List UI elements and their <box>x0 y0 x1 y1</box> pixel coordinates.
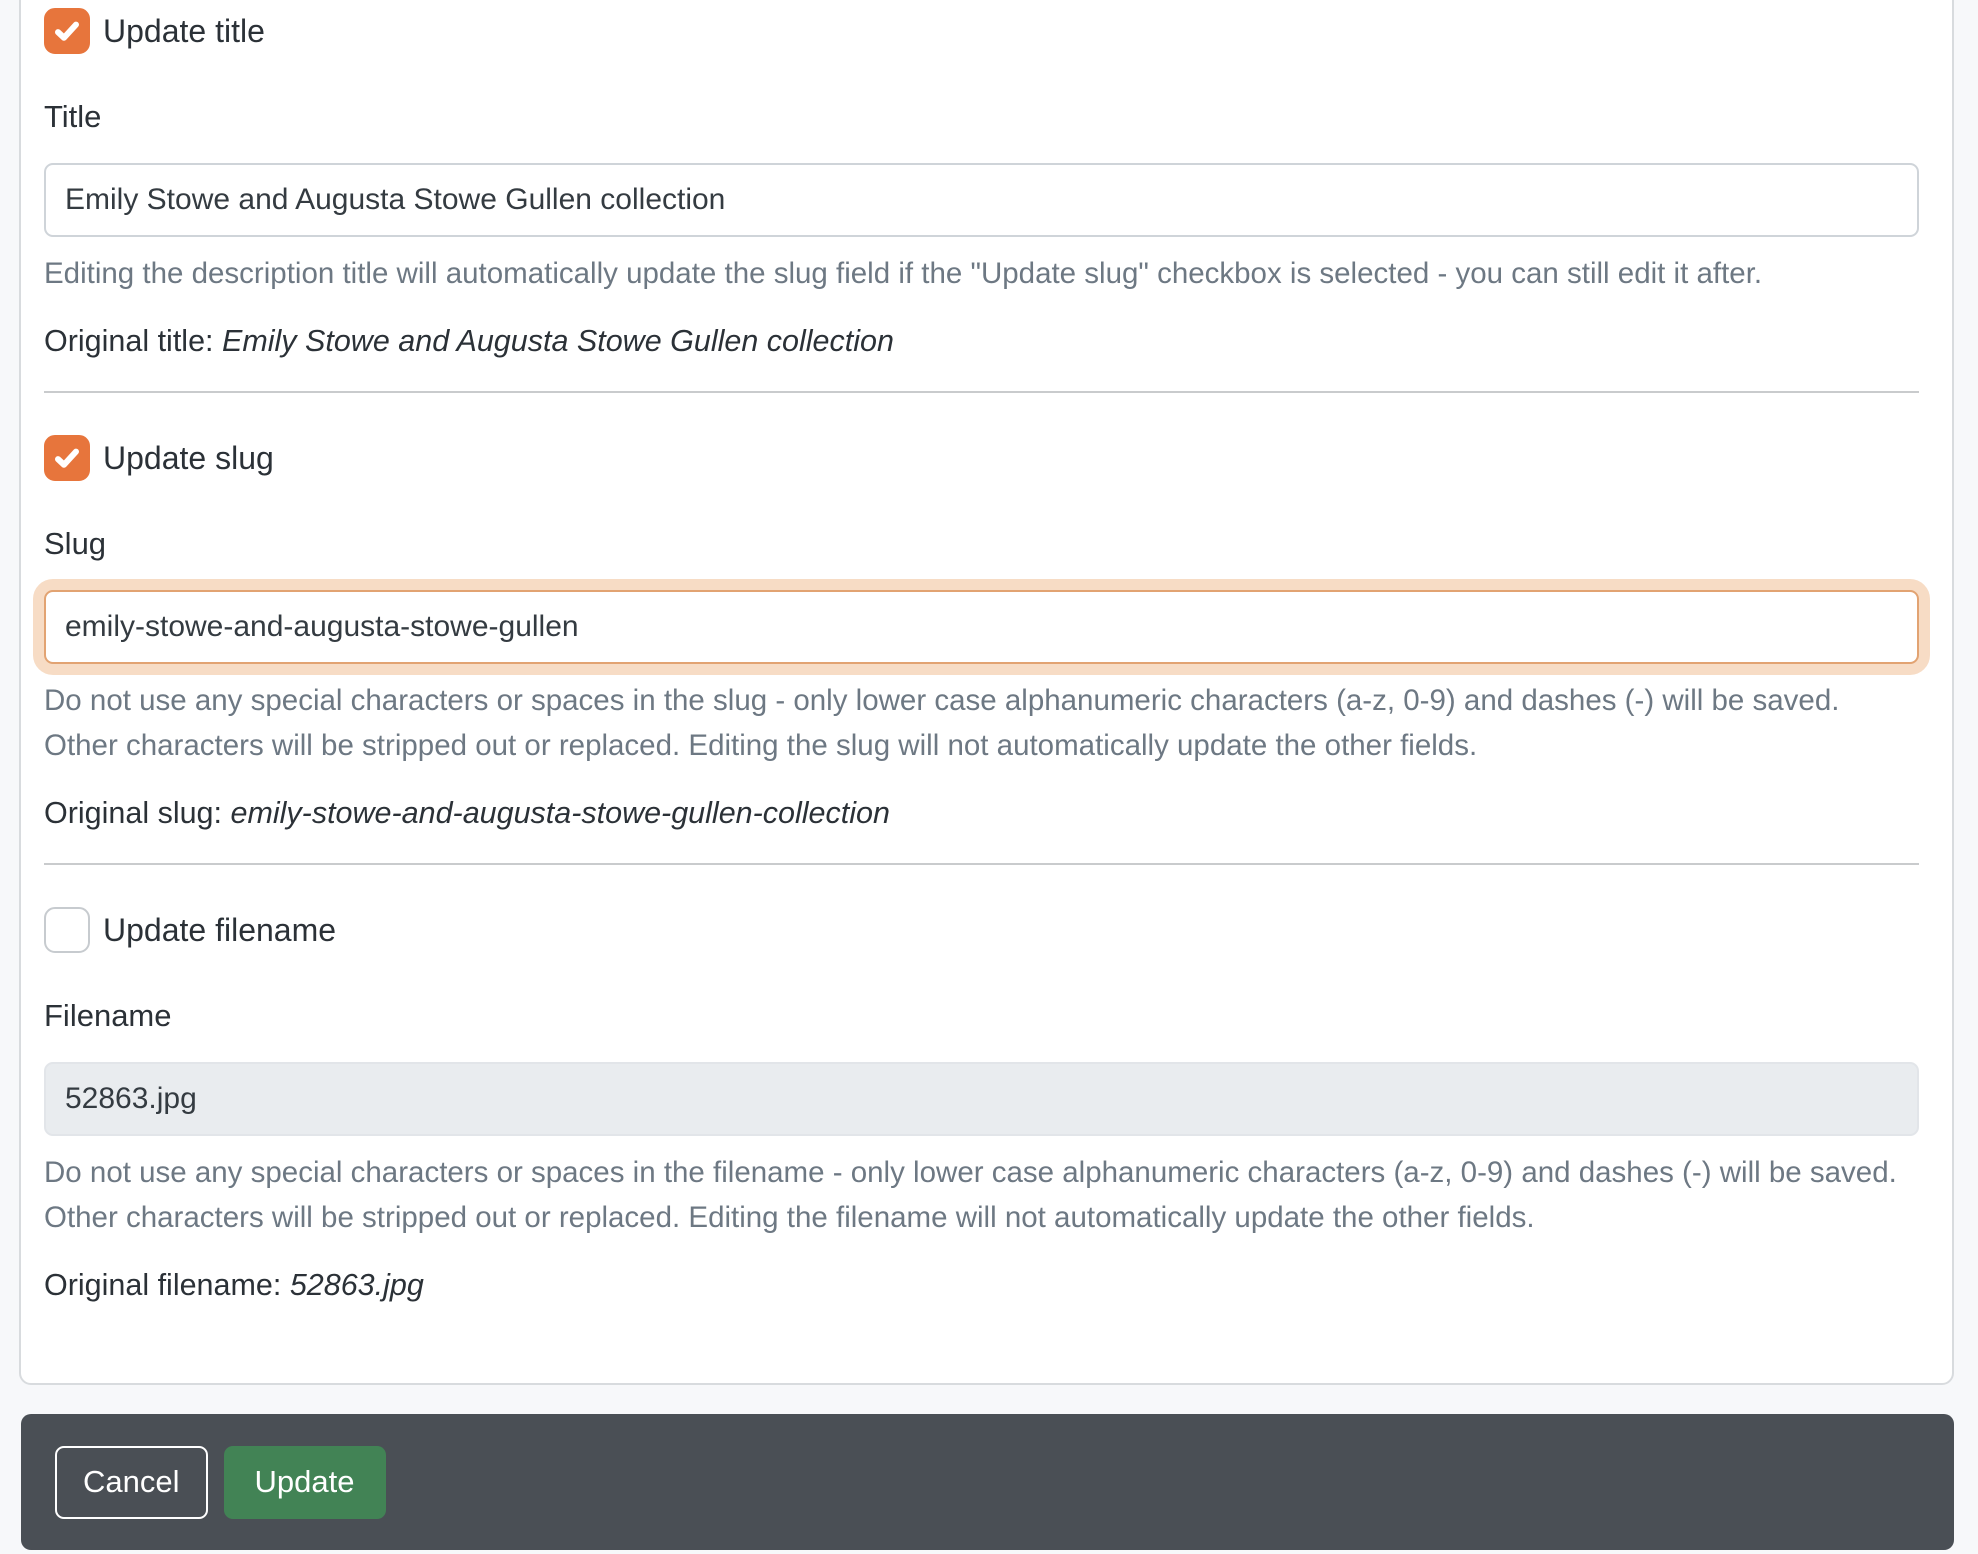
original-slug-label: Original slug: <box>44 796 222 830</box>
filename-field-label: Filename <box>44 998 172 1033</box>
original-title-label: Original title: <box>44 324 214 358</box>
update-title-checkbox-label: Update title <box>103 12 265 49</box>
original-filename-line <box>44 1266 1919 1304</box>
original-title-line <box>44 322 1919 360</box>
form-action-bar <box>21 1414 1954 1550</box>
original-filename-value: 52863.jpg <box>289 1268 424 1302</box>
rename-form-panel <box>19 0 1954 1385</box>
update-slug-checkbox[interactable] <box>44 435 90 481</box>
title-help-text: Editing the description title will automatically update the slug field if the "Update slug" checkbox is selected - you can still edit it after. <box>44 257 1763 290</box>
slug-field-label: Slug <box>44 526 107 561</box>
update-title-checkbox-row[interactable] <box>44 8 1919 54</box>
update-filename-checkbox[interactable] <box>44 907 90 953</box>
section-divider <box>44 391 1919 393</box>
update-slug-checkbox-label: Update slug <box>103 439 274 476</box>
original-title-value: Emily Stowe and Augusta Stowe Gullen collection <box>222 324 894 358</box>
rename-form-content <box>21 0 1952 1304</box>
slug-help-text: Do not use any special characters or spaces in the slug - only lower case alphanumeric characters (a-z, 0-9) and dashes (-) will be saved. Other characters will be stripped out or replaced. Editing the slug will not automatically update the other fields. <box>44 684 1840 762</box>
checkmark-icon <box>52 443 82 473</box>
slug-input[interactable] <box>44 590 1919 664</box>
section-divider <box>44 863 1919 865</box>
update-filename-checkbox-label: Update filename <box>103 911 337 948</box>
cancel-button[interactable]: Cancel <box>55 1446 208 1519</box>
filename-help-text: Do not use any special characters or spaces in the filename - only lower case alphanumeric characters (a-z, 0-9) and dashes (-) will be saved. Other characters will be stripped out or replaced. Editing the filename will not automatically update the other fields. <box>44 1156 1897 1234</box>
update-filename-checkbox-row[interactable] <box>44 907 1919 953</box>
original-filename-label: Original filename: <box>44 1268 282 1302</box>
title-field-label: Title <box>44 99 102 134</box>
update-title-checkbox[interactable] <box>44 8 90 54</box>
update-button[interactable]: Update <box>224 1446 386 1519</box>
title-input[interactable] <box>44 163 1919 237</box>
original-slug-line <box>44 794 1919 832</box>
update-slug-checkbox-row[interactable] <box>44 435 1919 481</box>
original-slug-value: emily-stowe-and-augusta-stowe-gullen-collection <box>230 796 890 830</box>
filename-input <box>44 1062 1919 1136</box>
checkmark-icon <box>52 16 82 46</box>
